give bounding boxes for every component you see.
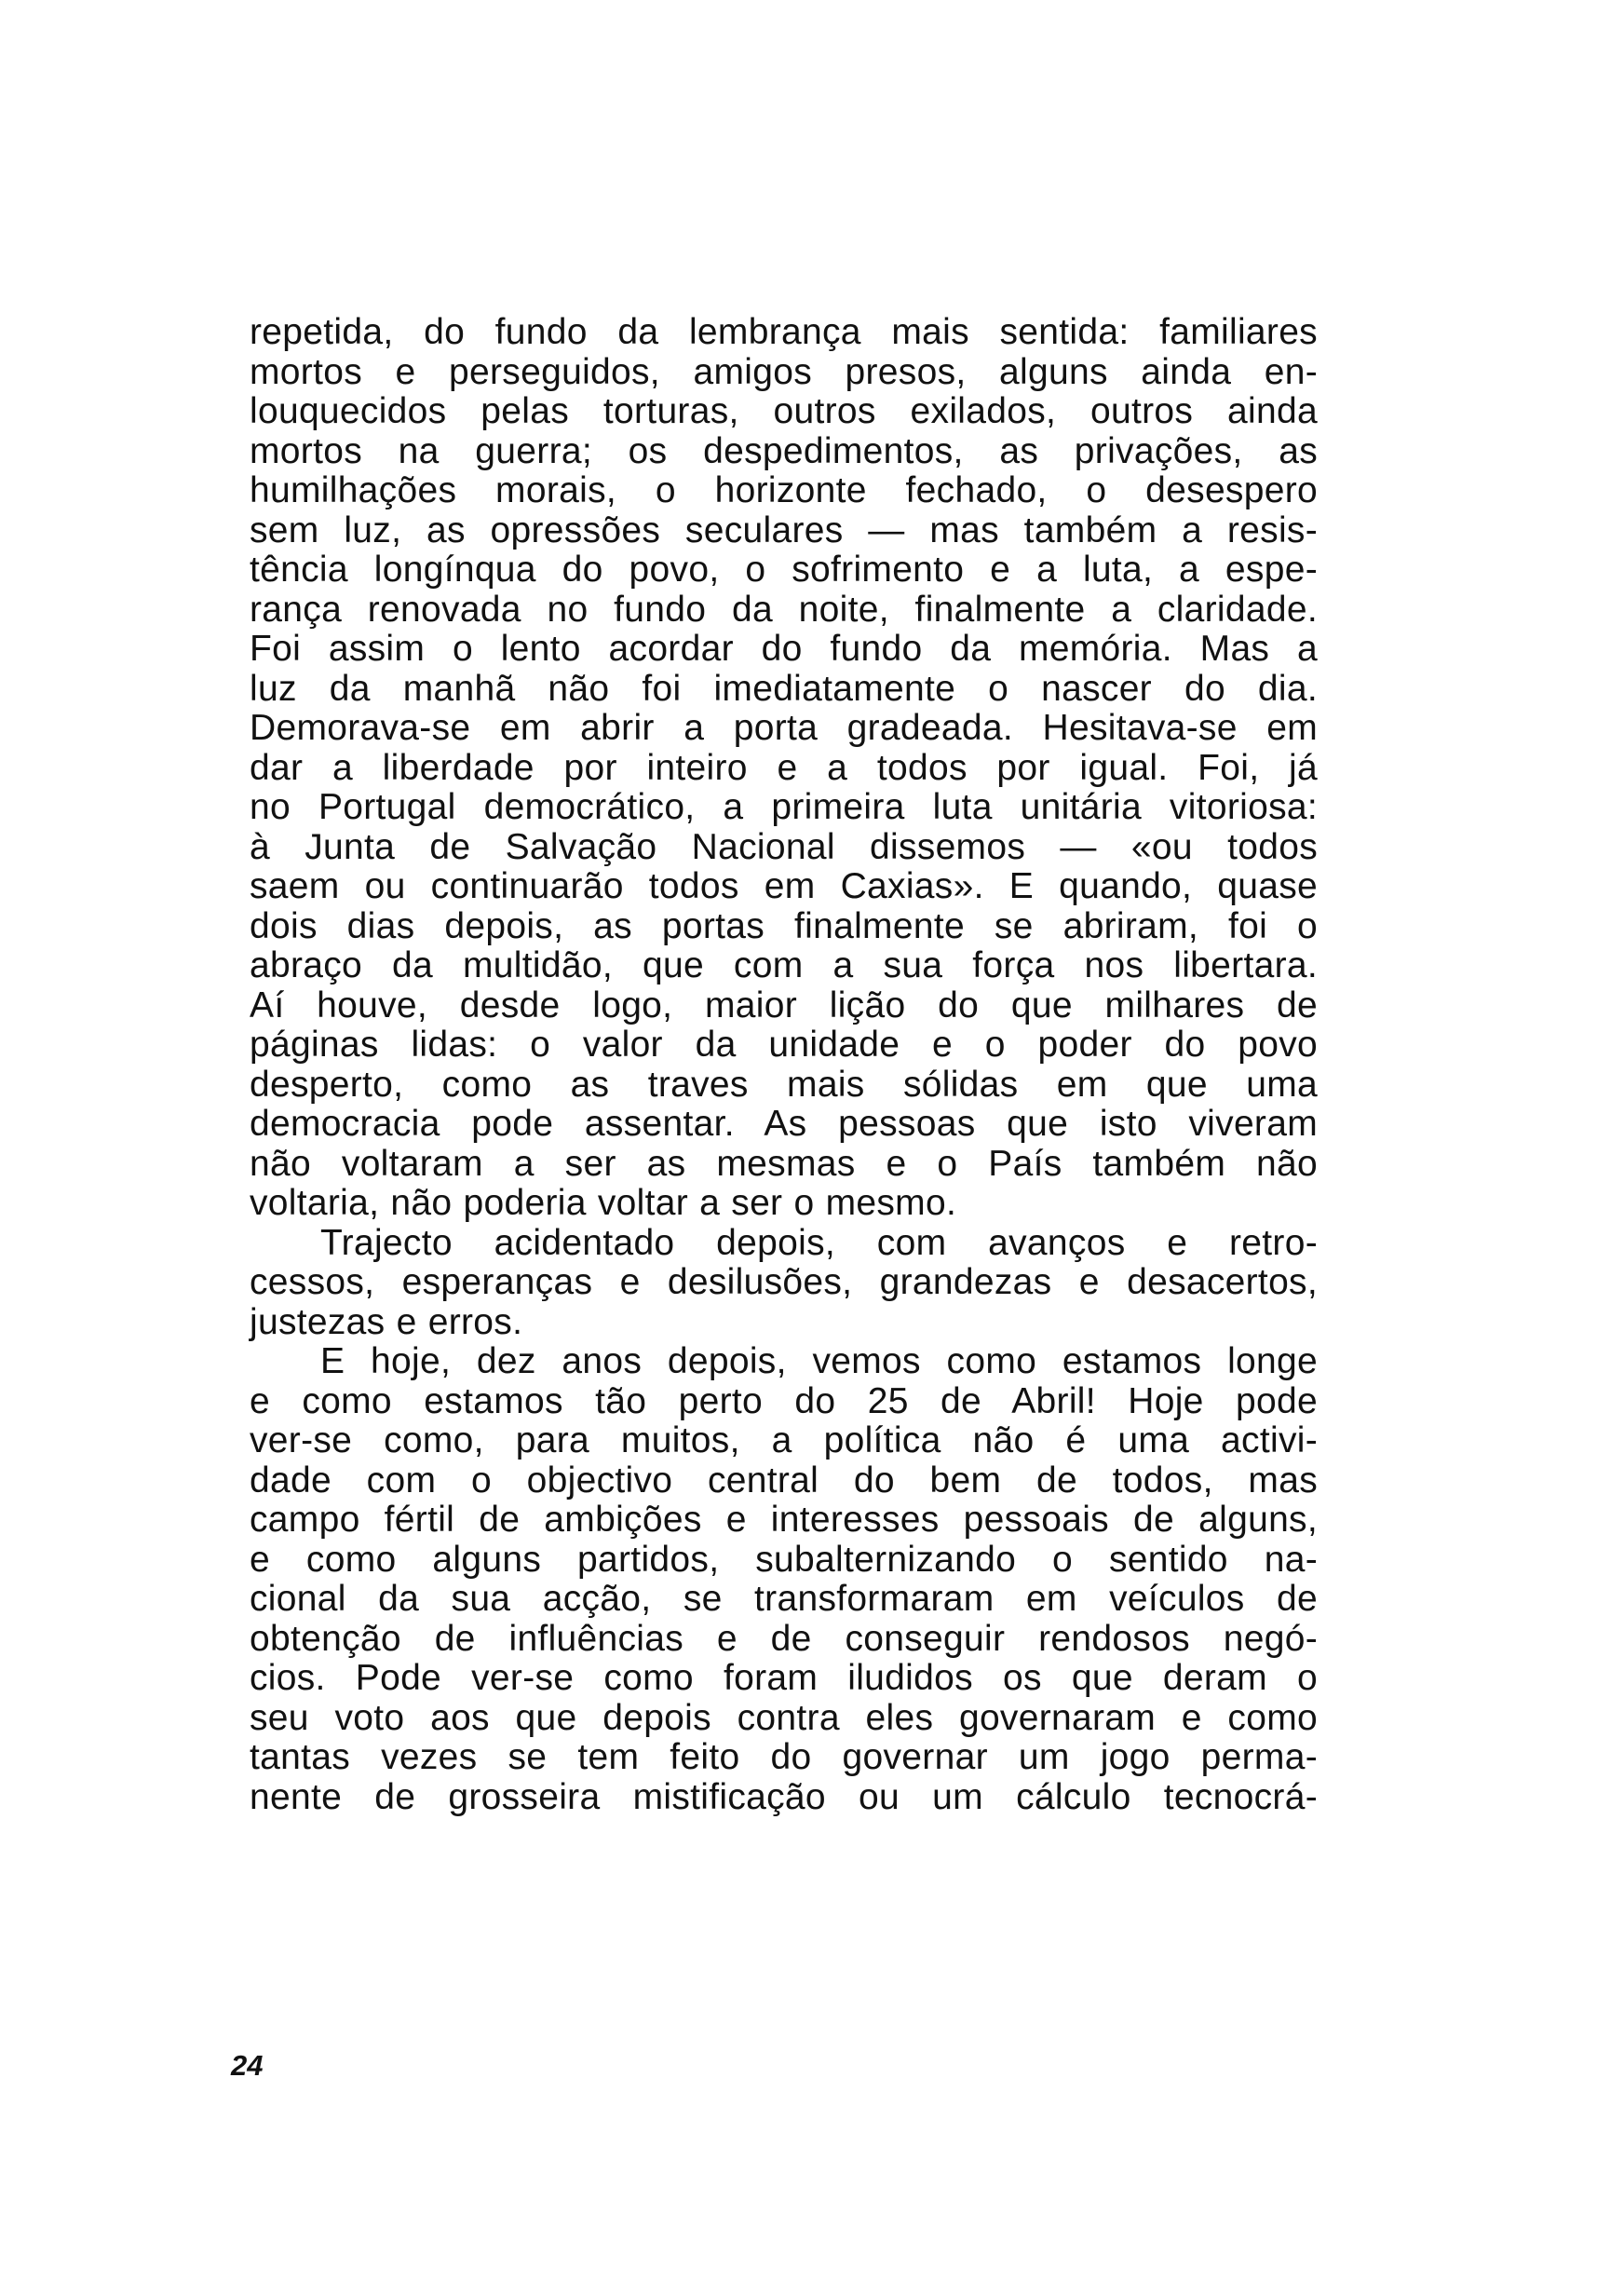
text-line: Foi assim o lento acordar do fundo da memória. Mas a bbox=[250, 629, 1318, 669]
text-line: e como alguns partidos, subalternizando o sentido na- bbox=[250, 1539, 1318, 1580]
text-line: sem luz, as opressões seculares — mas também a resis- bbox=[250, 509, 1318, 550]
text-line: dade com o objectivo central do bem de todos, mas bbox=[250, 1460, 1318, 1501]
text-line: nente de grosseira mistificação ou um cálculo tecnocrá- bbox=[250, 1776, 1318, 1817]
text-line: no Portugal democrático, a primeira luta unitária vitoriosa: bbox=[250, 787, 1318, 827]
text-line: mortos na guerra; os despedimentos, as privações, as bbox=[250, 430, 1318, 471]
body-text bbox=[250, 313, 1318, 1817]
text-line: páginas lidas: o valor da unidade e o poder do povo bbox=[250, 1025, 1318, 1065]
text-line: justezas e erros. bbox=[250, 1301, 523, 1342]
page-number: 24 bbox=[231, 2049, 264, 2082]
text-line: rança renovada no fundo da noite, finalmente a claridade. bbox=[250, 589, 1318, 630]
text-line: tência longínqua do povo, o sofrimento e a luta, a espe- bbox=[250, 550, 1318, 590]
text-line: saem ou continuarão todos em Caxias». E quando, quase bbox=[250, 866, 1318, 906]
text-line: Demorava-se em abrir a porta gradeada. Hesitava-se em bbox=[250, 708, 1318, 748]
text-line: dar a liberdade por inteiro e a todos por igual. Foi, já bbox=[250, 747, 1318, 788]
text-line: obtenção de influências e de conseguir rendosos negó- bbox=[250, 1618, 1318, 1659]
text-line: campo fértil de ambições e interesses pessoais de alguns, bbox=[250, 1500, 1318, 1540]
text-line: abraço da multidão, que com a sua força nos libertara. bbox=[250, 945, 1318, 985]
text-line: luz da manhã não foi imediatamente o nascer do dia. bbox=[250, 668, 1318, 709]
text-line: ver-se como, para muitos, a política não é uma activi- bbox=[250, 1420, 1318, 1460]
text-line: Trajecto acidentado depois, com avanços e retro- bbox=[320, 1222, 1318, 1263]
paragraph bbox=[250, 1224, 1318, 1343]
paragraph bbox=[250, 1342, 1318, 1817]
text-line: tantas vezes se tem feito do governar um jogo perma- bbox=[250, 1737, 1318, 1777]
text-line: e como estamos tão perto do 25 de Abril! Hoje pode bbox=[250, 1380, 1318, 1421]
text-line: Aí houve, desde logo, maior lição do que milhares de bbox=[250, 985, 1318, 1025]
text-line: mortos e perseguidos, amigos presos, alguns ainda en- bbox=[250, 351, 1318, 392]
text-line: dois dias depois, as portas finalmente se abriram, foi o bbox=[250, 905, 1318, 946]
text-line: voltaria, não poderia voltar a ser o mesmo. bbox=[250, 1183, 957, 1223]
text-line: humilhações morais, o horizonte fechado, o desespero bbox=[250, 470, 1318, 510]
text-line: democracia pode assentar. As pessoas que isto viveram bbox=[250, 1104, 1318, 1144]
text-line: louquecidos pelas torturas, outros exilados, outros ainda bbox=[250, 391, 1318, 431]
text-line: cional da sua acção, se transformaram em veículos de bbox=[250, 1579, 1318, 1619]
text-line: não voltaram a ser as mesmas e o País também não bbox=[250, 1143, 1318, 1184]
text-line: cessos, esperanças e desilusões, grandezas e desacertos, bbox=[250, 1262, 1318, 1302]
text-line: desperto, como as traves mais sólidas em que uma bbox=[250, 1064, 1318, 1105]
text-line: seu voto aos que depois contra eles governaram e como bbox=[250, 1697, 1318, 1738]
text-line: à Junta de Salvação Nacional dissemos — «ou todos bbox=[250, 826, 1318, 867]
paragraph bbox=[250, 313, 1318, 1224]
text-line: repetida, do fundo da lembrança mais sentida: familiares bbox=[250, 312, 1318, 352]
text-line: cios. Pode ver-se como foram iludidos os que deram o bbox=[250, 1658, 1318, 1698]
text-line: E hoje, dez anos depois, vemos como estamos longe bbox=[320, 1341, 1318, 1381]
